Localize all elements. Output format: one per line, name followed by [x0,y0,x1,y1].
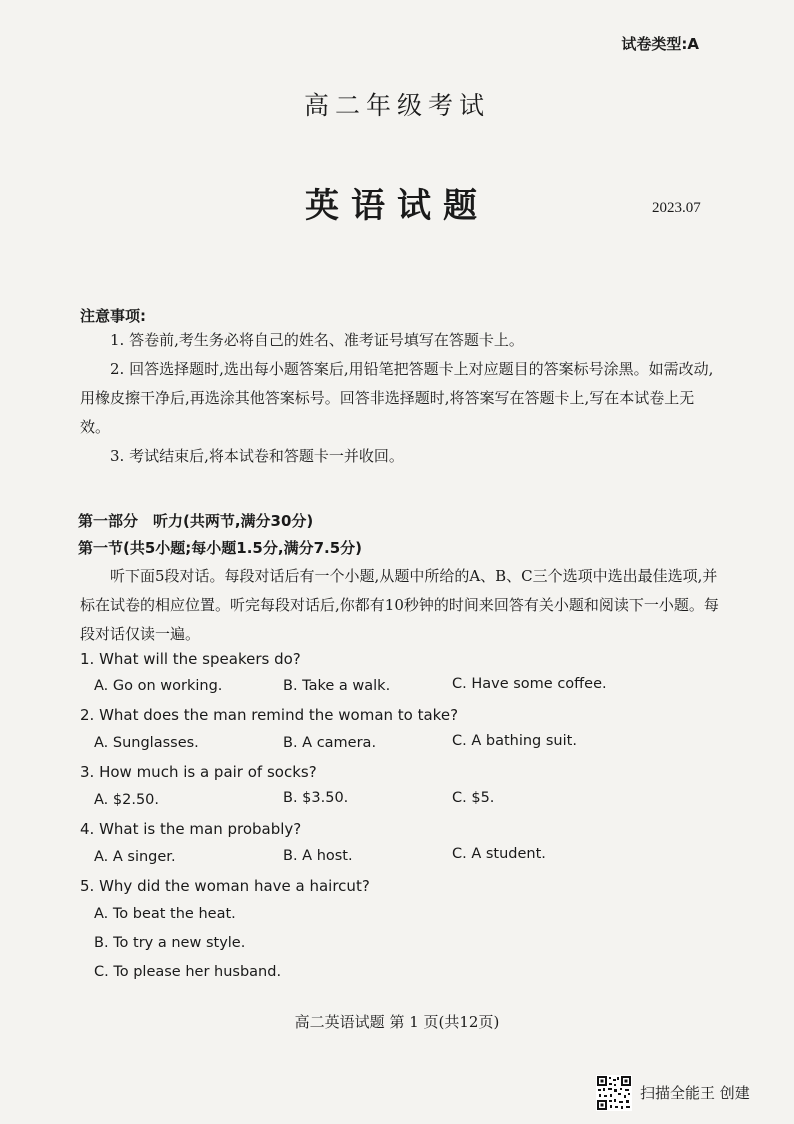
q5-option-a: A. To beat the heat. [94,906,236,922]
q1-option-a: A. Go on working. [94,678,223,694]
question-5: 5. Why did the woman have a haircut? [80,877,370,895]
question-3: 3. How much is a pair of socks? [80,763,317,781]
section1-heading: 第一节(共5小题;每小题1.5分,满分7.5分) [78,539,362,557]
exam-date: 2023.07 [652,200,701,216]
q3-option-a: A. $2.50. [94,792,160,808]
grade-title: 高二年级考试 [303,91,490,120]
question-2: 2. What does the man remind the woman to take? [80,706,459,724]
notes-heading: 注意事项: [80,307,146,325]
q1-option-c: C. Have some coffee. [452,676,607,692]
scanner-watermark: 扫描全能王 创建 [640,1084,750,1102]
exam-title: 英语试题 [305,186,489,226]
q1-option-b: B. Take a walk. [283,678,391,694]
q2-option-c: C. A bathing suit. [452,733,577,749]
q2-option-a: A. Sunglasses. [94,735,199,751]
q2-option-b: B. A camera. [283,735,377,751]
q4-option-c: C. A student. [452,846,546,862]
qr-code-icon [596,1075,632,1111]
q5-option-c: C. To please her husband. [94,964,282,980]
page-footer: 高二英语试题 第 1 页(共12页) [294,1013,500,1031]
q3-option-b: B. $3.50. [283,790,349,806]
listening-instructions: 听下面5段对话。每段对话后有一个小题,从题中所给的A、B、C三个选项中选出最佳选项,并标在试卷的相应位置。听完每段对话后,你都有10秒钟的时间来回答有关小题和阅读下一小题。每段对话仅读一遍。 [80,567,719,643]
q5-option-b: B. To try a new style. [94,935,246,951]
part1-heading: 第一部分 听力(共两节,满分30分) [78,512,314,530]
q3-option-c: C. $5. [452,790,495,806]
note-item-1: 1. 答卷前,考生务必将自己的姓名、准考证号填写在答题卡上。 [110,331,524,349]
q4-option-a: A. A singer. [94,849,176,865]
note-item-3: 3. 考试结束后,将本试卷和答题卡一并收回。 [110,447,404,465]
q4-option-b: B. A host. [283,848,353,864]
question-1: 1. What will the speakers do? [80,650,301,668]
question-4: 4. What is the man probably? [80,820,302,838]
note-item-2: 2. 回答选择题时,选出每小题答案后,用铅笔把答题卡上对应题目的答案标号涂黑。如需改动,用橡皮擦干净后,再选涂其他答案标号。回答非选择题时,将答案写在答题卡上,写在本试卷上无效。 [80,360,714,436]
paper-type-label: 试卷类型:A [621,35,699,53]
